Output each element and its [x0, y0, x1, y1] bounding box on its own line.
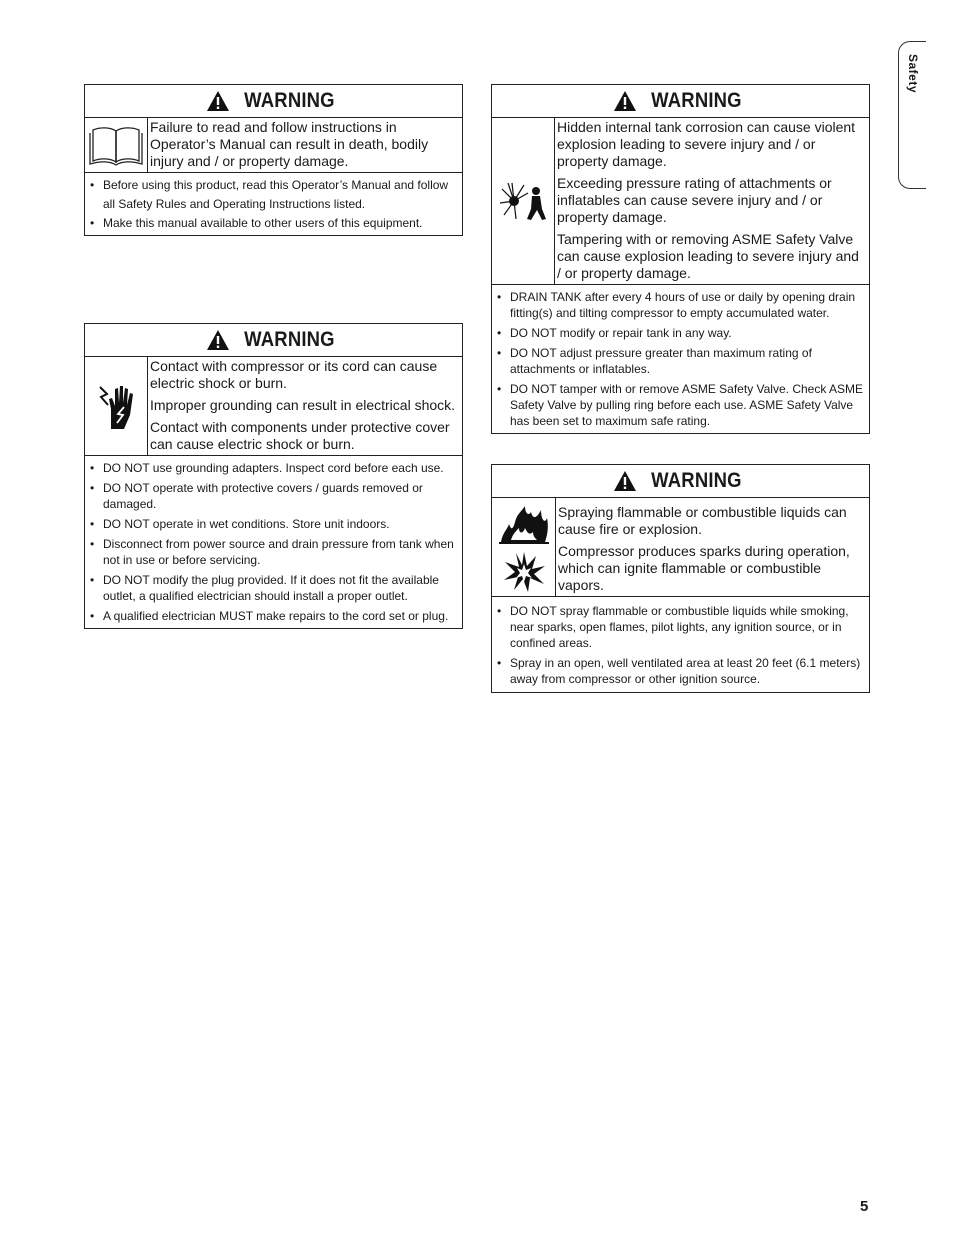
- precautions-list: [85, 456, 462, 628]
- hazard-statement: Tampering with or removing ASME Safety Valve can cause explosion leading to severe injury and / or property damage.: [557, 231, 859, 281]
- hazard-statement: Contact with compressor or its cord can cause electric shock or burn.: [150, 358, 438, 391]
- warning-title: WARNING: [244, 89, 335, 112]
- list-item: • DO NOT adjust pressure greater than maximum rating of attachments or inflatables.: [510, 345, 863, 377]
- warning-title: WARNING: [651, 89, 742, 112]
- list-item: • Spray in an open, well ventilated area at least 20 feet (6.1 meters) away from compressor or other ignition source.: [510, 655, 863, 687]
- hazard-icon-cell: [492, 498, 556, 596]
- warning-title: WARNING: [244, 328, 335, 351]
- warning-box-electric-shock: [84, 323, 463, 629]
- page-number: 5: [860, 1198, 869, 1215]
- hazard-text: [556, 498, 869, 596]
- hazard-statement: Improper grounding can result in electrical shock.: [150, 397, 456, 413]
- list-item: • DO NOT modify or repair tank in any way.: [510, 325, 863, 341]
- hazard-section: [85, 118, 462, 173]
- warning-triangle-icon: [206, 329, 230, 351]
- list-item: • DO NOT tamper with or remove ASME Safety Valve. Check ASME Safety Valve by pulling ring before each use. ASME Safety Valve has been set to maximum safe rating.: [510, 381, 863, 429]
- list-item: • DO NOT spray flammable or combustible liquids while smoking, near sparks, open flames, pilot lights, any ignition source, or in confined areas.: [510, 603, 863, 651]
- precautions-list: [85, 173, 462, 235]
- list-item: • DO NOT operate in wet conditions. Store unit indoors.: [103, 516, 456, 532]
- warning-header: [492, 85, 869, 118]
- list-item: • Before using this product, read this Operator’s Manual and follow all Safety Rules and Operating Instructions listed.: [103, 176, 456, 214]
- list-item: • DO NOT operate with protective covers / guards removed or damaged.: [103, 480, 456, 512]
- hazard-text: [555, 118, 869, 284]
- hazard-statement: Hidden internal tank corrosion can cause violent explosion leading to severe injury and / or property damage.: [557, 119, 856, 169]
- warning-title: WARNING: [651, 469, 742, 492]
- precautions-list: [492, 597, 869, 692]
- hazard-text: [148, 118, 462, 172]
- hazard-section: [492, 498, 869, 597]
- warning-box-fire-explosion: [491, 464, 870, 693]
- hazard-statement: Spraying flammable or combustible liquids can cause fire or explosion.: [558, 504, 847, 537]
- warning-triangle-icon: [613, 470, 637, 492]
- section-tab-safety: [898, 41, 926, 189]
- list-item: • Disconnect from power source and drain pressure from tank when not in use or before servicing.: [103, 536, 456, 568]
- explosion-icon: [498, 179, 548, 223]
- hazard-icon-cell: [85, 357, 148, 455]
- precautions-list: [492, 285, 869, 433]
- hazard-icon-cell: [85, 118, 148, 172]
- hazard-text: [148, 357, 462, 455]
- warning-triangle-icon: [613, 90, 637, 112]
- sparks-explosion-icon: [502, 550, 546, 594]
- warning-header: [492, 465, 869, 498]
- section-tab-label: Safety: [905, 54, 920, 94]
- open-book-icon: [88, 123, 144, 167]
- electric-shock-hand-icon: [94, 381, 138, 431]
- list-item: • DO NOT modify the plug provided. If it does not fit the available outlet, a qualified electrician should install a proper outlet.: [103, 572, 456, 604]
- warning-header: [85, 324, 462, 357]
- hazard-statement: Failure to read and follow instructions in Operator’s Manual can result in death, bodily injury and / or property damage.: [150, 119, 429, 169]
- hazard-icon-cell: [492, 118, 555, 284]
- hazard-section: [492, 118, 869, 285]
- hazard-section: [85, 357, 462, 456]
- hazard-statement: Exceeding pressure rating of attachments or inflatables can cause severe injury and / or property damage.: [557, 175, 832, 225]
- warning-header: [85, 85, 462, 118]
- list-item: • Make this manual available to other users of this equipment.: [103, 215, 456, 231]
- list-item: • DO NOT use grounding adapters. Inspect cord before each use.: [103, 460, 456, 476]
- hazard-statement: Compressor produces sparks during operation, which can ignite flammable or combustible vapors.: [558, 543, 850, 593]
- list-item: • A qualified electrician MUST make repairs to the cord set or plug.: [103, 608, 456, 624]
- warning-triangle-icon: [206, 90, 230, 112]
- warning-box-read-manual: [84, 84, 463, 236]
- warning-box-tank-explosion: [491, 84, 870, 434]
- hazard-statement: Contact with components under protective cover can cause electric shock or burn.: [150, 419, 450, 452]
- fire-icon: [497, 500, 551, 544]
- list-item: • DRAIN TANK after every 4 hours of use or daily by opening drain fitting(s) and tilting compressor to empty accumulated water.: [510, 289, 863, 321]
